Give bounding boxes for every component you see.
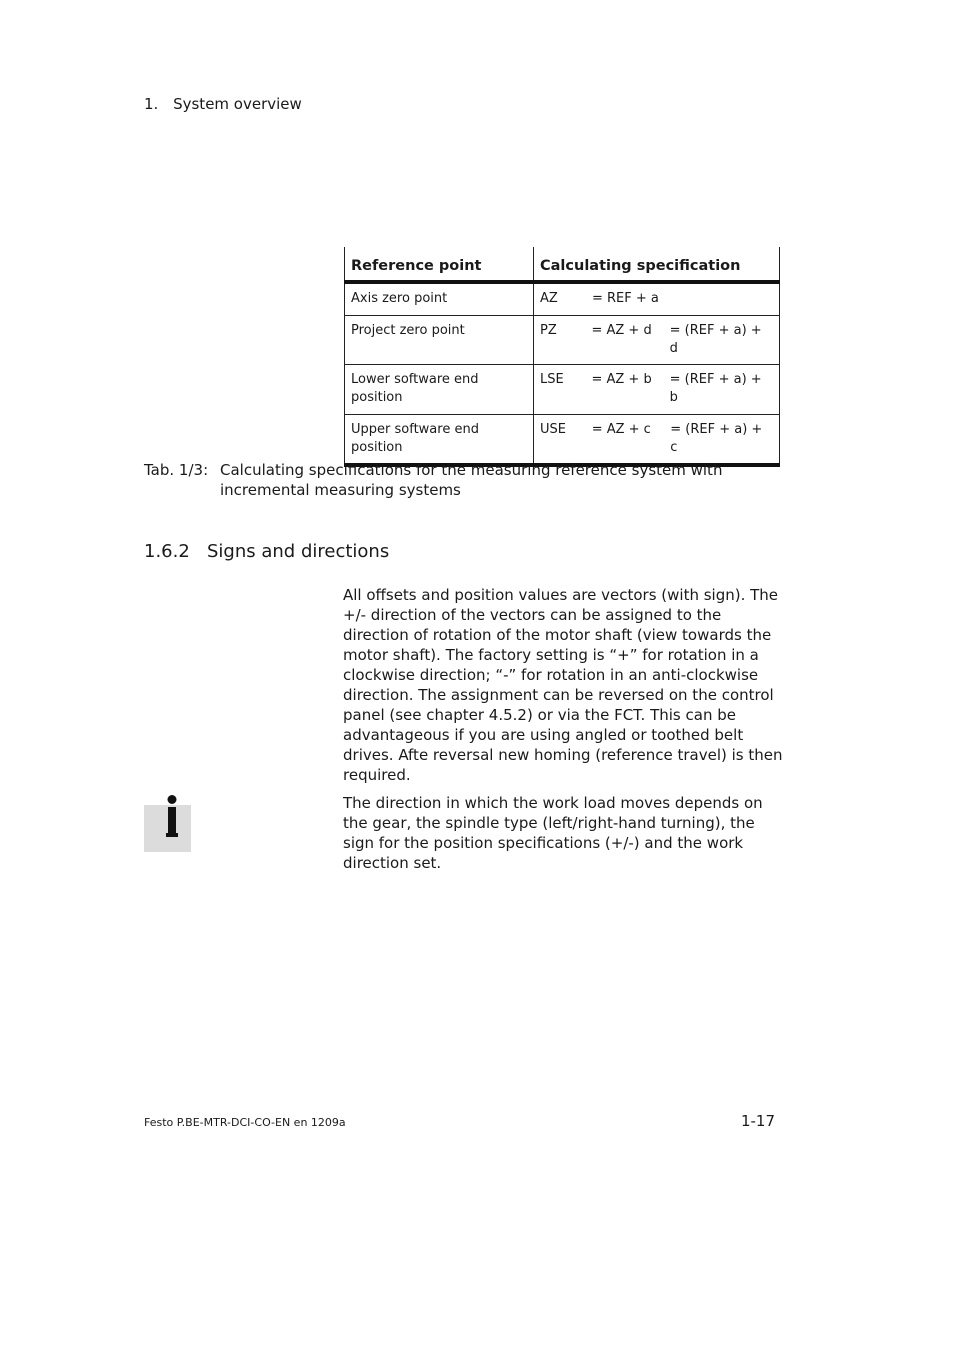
page-header bbox=[144, 95, 302, 113]
table-caption bbox=[144, 460, 784, 500]
symbol: AZ bbox=[540, 291, 558, 306]
formula-short: = AZ + d bbox=[591, 323, 652, 338]
note-text: The direction in which the work load moves depends on the gear, the spindle type (left/right-hand turning), the sign for the position specifications (+/-) and the work direction set. bbox=[343, 794, 763, 872]
caption-text: Calculating specifications for the measuring reference system with incremental measuring systems bbox=[220, 461, 723, 499]
reference-point-cell: Axis zero point bbox=[345, 282, 534, 316]
section-number: 1.6.2 bbox=[144, 541, 190, 562]
formula-full: = (REF + a) + c bbox=[670, 422, 763, 455]
formula-short: = AZ + c bbox=[591, 422, 651, 437]
table-header-row bbox=[345, 247, 780, 282]
info-icon bbox=[144, 795, 191, 852]
formula-full: = (REF + a) + d bbox=[669, 323, 762, 356]
footer-document-id: Festo P.BE-MTR-DCI-CO-EN en 1209a bbox=[144, 1116, 346, 1129]
table-row bbox=[345, 282, 780, 316]
calculation-cell bbox=[534, 365, 780, 415]
reference-point-cell: Lower software end position bbox=[345, 365, 534, 415]
section-title: Signs and directions bbox=[207, 541, 390, 562]
chapter-number: 1. bbox=[144, 95, 159, 113]
calculation-cell bbox=[534, 316, 780, 365]
calculation-cell bbox=[534, 415, 780, 466]
column-header-calculating-specification: Calculating specification bbox=[534, 247, 780, 282]
chapter-title: System overview bbox=[173, 95, 302, 113]
section-heading bbox=[144, 541, 389, 562]
symbol: LSE bbox=[540, 372, 564, 387]
formula-short: = REF + a bbox=[592, 291, 659, 306]
body-paragraph: All offsets and position values are vectors (with sign). The +/- direction of the vectors can be assigned to the direction of rotation of the motor shaft (view towards the motor shaft). The factory setting is “+” for rotation in a clockwise direction; “-” for rotation in an anti-clockwise direction. The assignment can be reversed on the control panel (see chapter 4.5.2) or via the FCT. This can be advantageous if you are using angled or toothed belt drives. Afte reversal new homing (reference travel) is then required. bbox=[343, 586, 783, 784]
table-row bbox=[345, 316, 780, 365]
calculation-cell bbox=[534, 282, 780, 316]
page-number: 1-17 bbox=[740, 1112, 775, 1130]
formula-short: = AZ + b bbox=[591, 372, 652, 387]
reference-point-cell: Project zero point bbox=[345, 316, 534, 365]
caption-label: Tab. 1/3: bbox=[144, 461, 209, 479]
table-row bbox=[345, 365, 780, 415]
reference-point-cell: Upper software end position bbox=[345, 415, 534, 466]
table-row bbox=[345, 415, 780, 466]
column-header-reference-point: Reference point bbox=[345, 247, 534, 282]
formula-full: = (REF + a) + b bbox=[669, 372, 762, 405]
symbol: PZ bbox=[540, 323, 557, 338]
calculation-table bbox=[344, 247, 780, 467]
symbol: USE bbox=[540, 422, 566, 437]
